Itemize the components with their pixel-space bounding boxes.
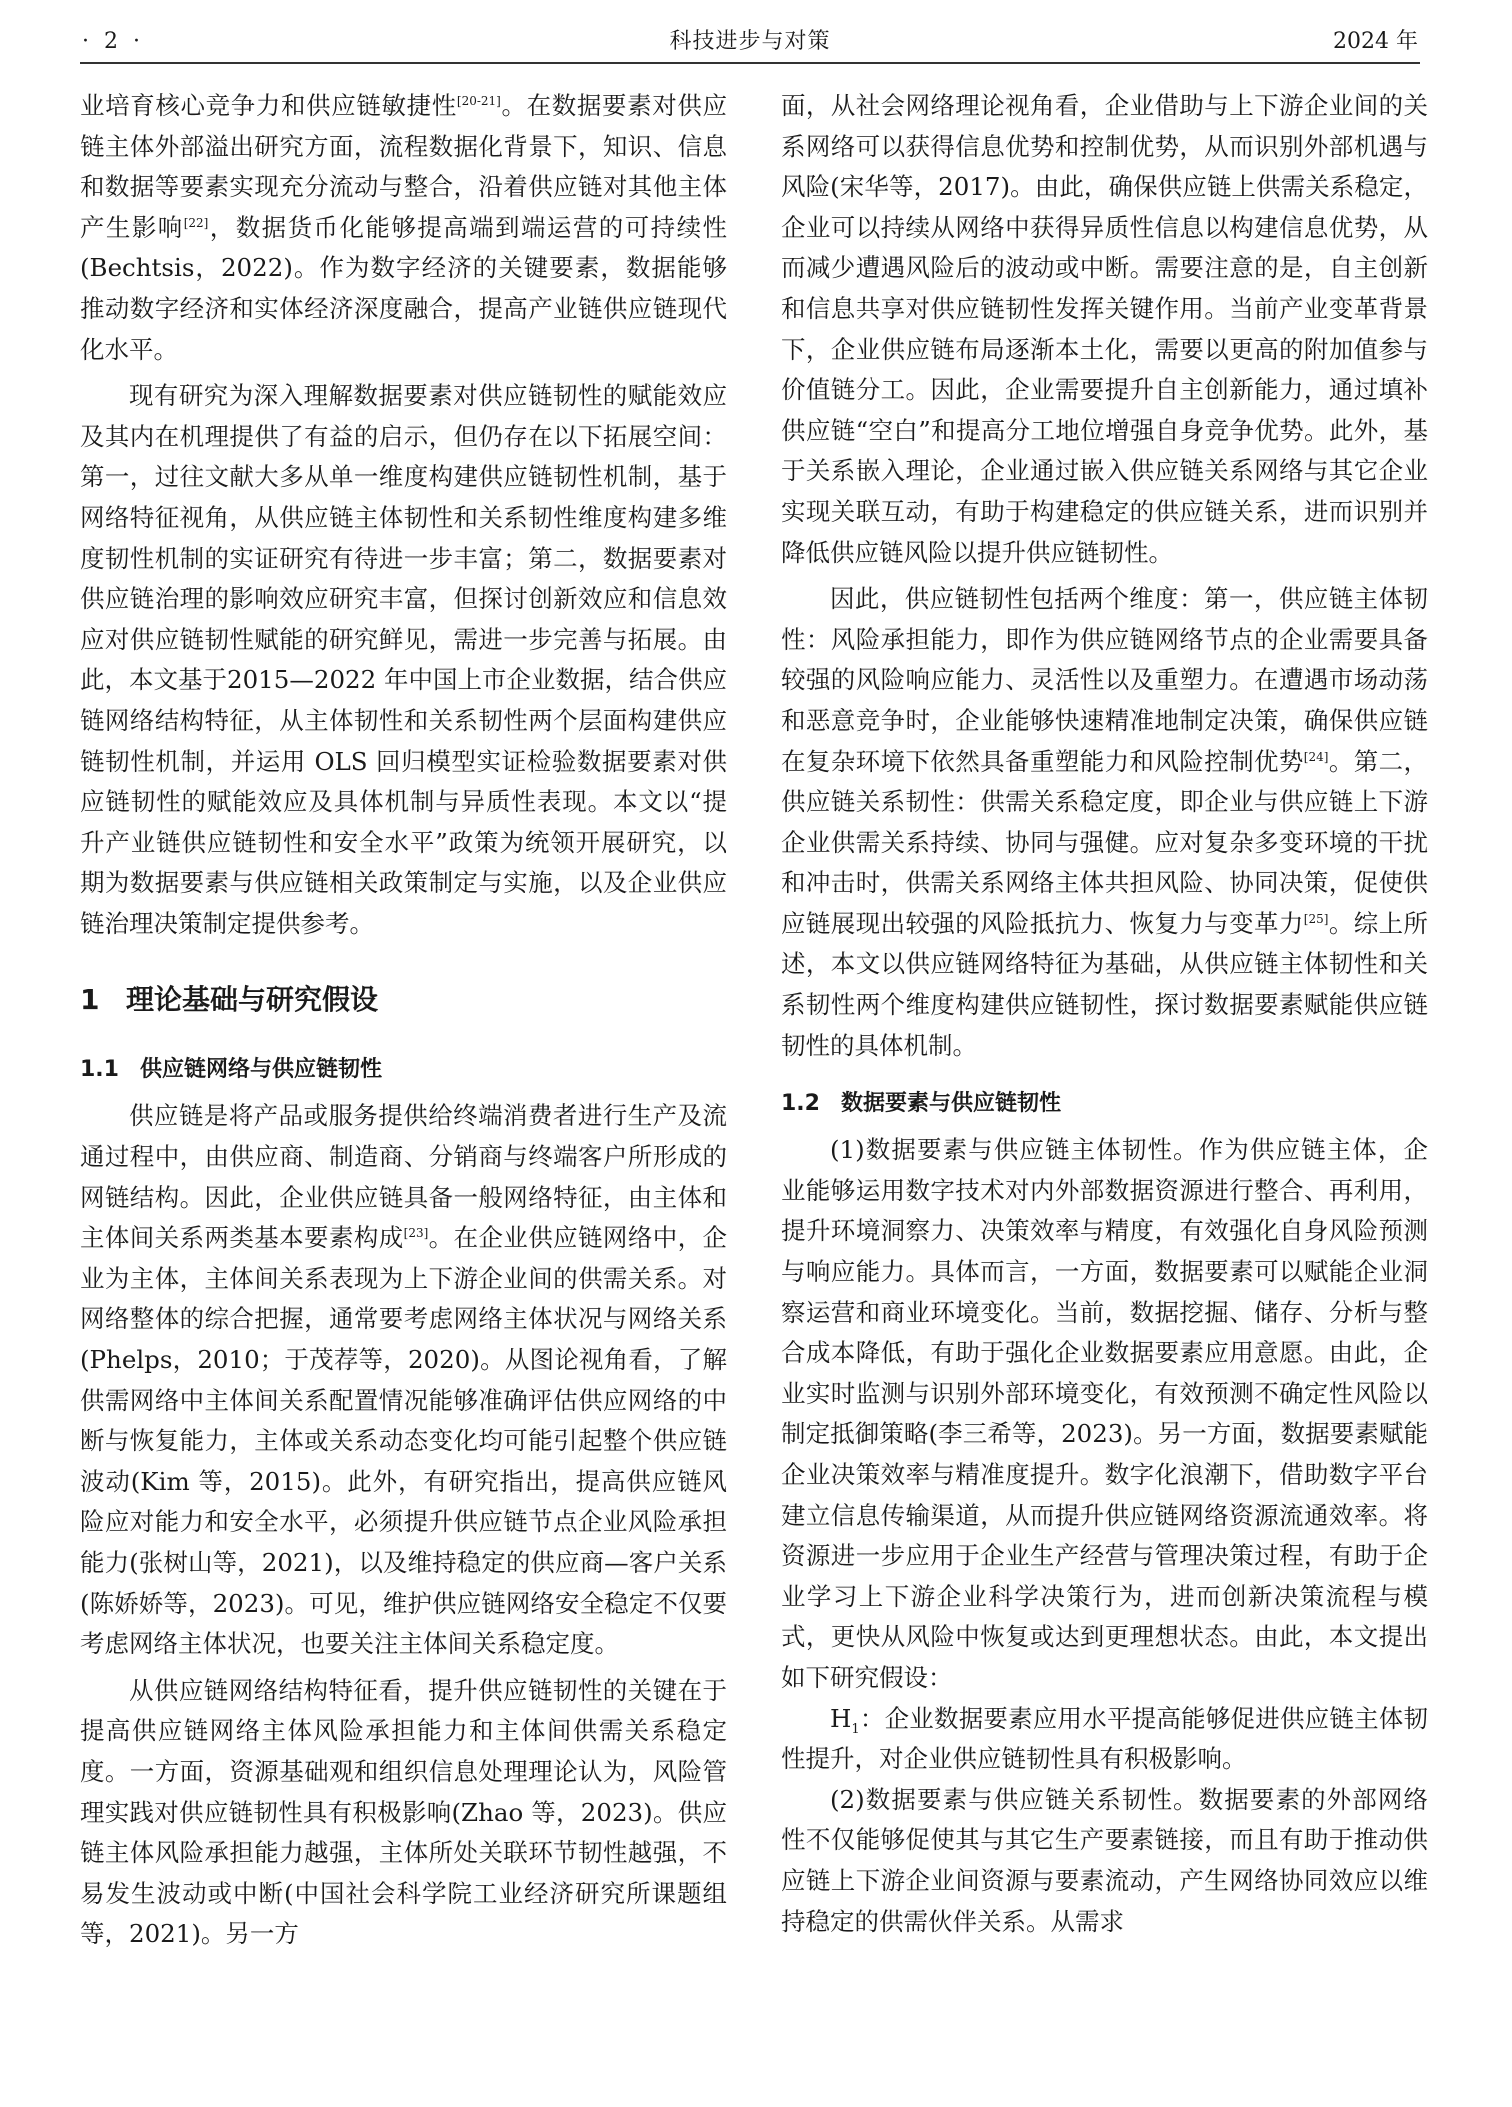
text: 。第二，供应链关系韧性：供需关系稳定度，即企业与供应链上下游企业供需关系持续、协同与强健。应对复杂多变环境的干扰和冲击时，供需关系网络主体共担风险、协同决策，促使供应链展现出较强的风险抵抗力、恢复力与变革力 [781,746,1428,938]
subsection-title: 供应链网络与供应链韧性 [140,1057,383,1083]
subsection-number: 1.1 [80,1057,119,1083]
citation: [23] [403,1226,429,1241]
subsection-title: 数据要素与供应链韧性 [841,1091,1062,1117]
text: ，数据货币化能够提高端到端运营的可持续性(Bechtsis，2022)。作为数字经济的关键要素，数据能够推动数字经济和实体经济深度融合，提高产业链供应链现代化水平。 [80,212,728,364]
paragraph: (2)数据要素与供应链关系韧性。数据要素的外部网络性不仅能够促使其与其它生产要素链接，而且有助于推动供应链上下游企业间资源与要素流动，产生网络协同效应以维持稳定的供需伙伴关系。从需求 [781,1784,1428,1936]
paragraph [80,1096,727,1664]
subsection-heading [80,1050,727,1090]
hypothesis-text: ：企业数据要素应用水平提高能够促进供应链主体韧性提升，对企业供应链韧性具有积极影响。 [781,1703,1428,1774]
hypothesis-index: 1 [851,1721,860,1737]
subsection-heading [781,1084,1428,1124]
citation: [25] [1303,911,1329,926]
section-number: 1 [80,983,100,1017]
year: 2024 年 [1333,29,1418,54]
paragraph: (1)数据要素与供应链主体韧性。作为供应链主体，企业能够运用数字技术对内外部数据资源进行整合、再利用，提升环境洞察力、决策效率与精度，有效强化自身风险预测与响应能力。具体而言，一方面，数据要素可以赋能企业洞察运营和商业环境变化。当前，数据挖掘、储存、分析与整合成本降低，有助于强化企业数据要素应用意愿。由此，企业实时监测与识别外部环境变化，有效预测不确定性风险以制定抵御策略(李三希等，2023)。另一方面，数据要素赋能企业决策效率与精准度提升。数字化浪潮下，借助数字平台建立信息传输渠道，从而提升供应链网络资源流通效率。将资源进一步应用于企业生产经营与管理决策过程，有助于企业学习上下游企业科学决策行为，进而创新决策流程与模式，更快从风险中恢复或达到更理想状态。由此，本文提出如下研究假设： [781,1135,1428,1692]
hypothesis-label: H [830,1703,852,1733]
paragraph [80,86,727,370]
text: 因此，供应链韧性包括两个维度：第一，供应链主体韧性：风险承担能力，即作为供应链网络节点的企业需要具备较强的风险响应能力、灵活性以及重塑力。在遭遇市场动荡和恶意竞争时，企业能够快速精准地制定决策，确保供应链在复杂环境下依然具备重塑能力和风险控制优势 [781,584,1428,776]
text: 。综上所述，本文以供应链网络特征为基础，从供应链主体韧性和关系韧性两个维度构建供应链韧性，探讨数据要素赋能供应链韧性的具体机制。 [781,908,1428,1060]
subsection-number: 1.2 [781,1091,820,1117]
section-heading [80,980,727,1020]
page-number: · 2 · [82,29,144,54]
citation: [20-21] [456,93,501,108]
text: 。在数据要素对供应链主体外部溢出研究方面，流程数据化背景下，知识、信息和数据等要素实现充分流动与整合，沿着供应链对其他主体产生影响 [80,91,728,242]
paragraph: 现有研究为深入理解数据要素对供应链韧性的赋能效应及其内在机理提供了有益的启示，但仍存在以下拓展空间：第一，过往文献大多从单一维度构建供应链韧性机制，基于网络特征视角，从供应链主体韧性和关系韧性维度构建多维度韧性机制的实证研究有待进一步丰富；第二，数据要素对供应链治理的影响效应研究丰富，但探讨创新效应和信息效应对供应链韧性赋能的研究鲜见，需进一步完善与拓展。由此，本文基于2015—2022 年中国上市企业数据，结合供应链网络结构特征，从主体韧性和关系韧性两个层面构建供应链韧性机制，并运用 OLS 回归模型实证检验数据要素对供应链韧性的赋能效应及具体机制与异质性表现。本文以“提升产业链供应链韧性和安全水平”政策为统领开展研究，以期为数据要素与供应链相关政策制定与实施，以及企业供应链治理决策制定提供参考。 [80,381,727,938]
left-column [80,86,727,1955]
right-column [781,86,1428,1942]
hypothesis [781,1699,1428,1780]
text: 供应链是将产品或服务提供给终端消费者进行生产及流通过程中，由供应商、制造商、分销商与终端客户所形成的网链结构。因此，企业供应链具备一般网络特征，由主体和主体间关系两类基本要素构成 [80,1101,727,1253]
paragraph [781,579,1428,1066]
paragraph: 从供应链网络结构特征看，提升供应链韧性的关键在于提高供应链网络主体风险承担能力和主体间供需关系稳定度。一方面，资源基础观和组织信息处理理论认为，风险管理实践对供应链韧性具有积极影响(Zhao 等，2023)。供应链主体风险承担能力越强，主体所处关联环节韧性越强，不易发生波动或中断(中国社会科学院工业经济研究所课题组等，2021)。另一方 [80,1675,727,1949]
running-header [80,22,1420,64]
journal-name: 科技进步与对策 [669,29,831,54]
text: 业培育核心竞争力和供应链敏捷性 [80,91,457,120]
text: 。在企业供应链网络中，企业为主体，主体间关系表现为上下游企业间的供需关系。对网络整体的综合把握，通常要考虑网络主体状况与网络关系(Phelps，2010；于茂荐等，2020)。从图论视角看，了解供需网络中主体间关系配置情况能够准确评估供应网络的中断与恢复能力，主体或关系动态变化均可能引起整个供应链波动(Kim 等，2015)。此外，有研究指出，提高供应链风险应对能力和安全水平，必须提升供应链节点企业风险承担能力(张树山等，2021)，以及维持稳定的供应商—客户关系(陈娇娇等，2023)。可见，维护供应链网络安全稳定不仅要考虑网络主体状况，也要关注主体间关系稳定度。 [80,1223,728,1659]
citation: [22] [183,215,209,230]
section-title: 理论基础与研究假设 [126,983,379,1017]
citation: [24] [1303,749,1329,764]
paragraph: 面，从社会网络理论视角看，企业借助与上下游企业间的关系网络可以获得信息优势和控制优势，从而识别外部机遇与风险(宋华等，2017)。由此，确保供应链上供需关系稳定，企业可以持续从网络中获得异质性信息以构建信息优势，从而减少遭遇风险后的波动或中断。需要注意的是，自主创新和信息共享对供应链韧性发挥关键作用。当前产业变革背景下，企业供应链布局逐渐本土化，需要以更高的附加值参与价值链分工。因此，企业需要提升自主创新能力，通过填补供应链“空白”和提高分工地位增强自身竞争优势。此外，基于关系嵌入理论，企业通过嵌入供应链关系网络与其它企业实现关联互动，有助于构建稳定的供应链关系，进而识别并降低供应链风险以提升供应链韧性。 [781,91,1428,567]
